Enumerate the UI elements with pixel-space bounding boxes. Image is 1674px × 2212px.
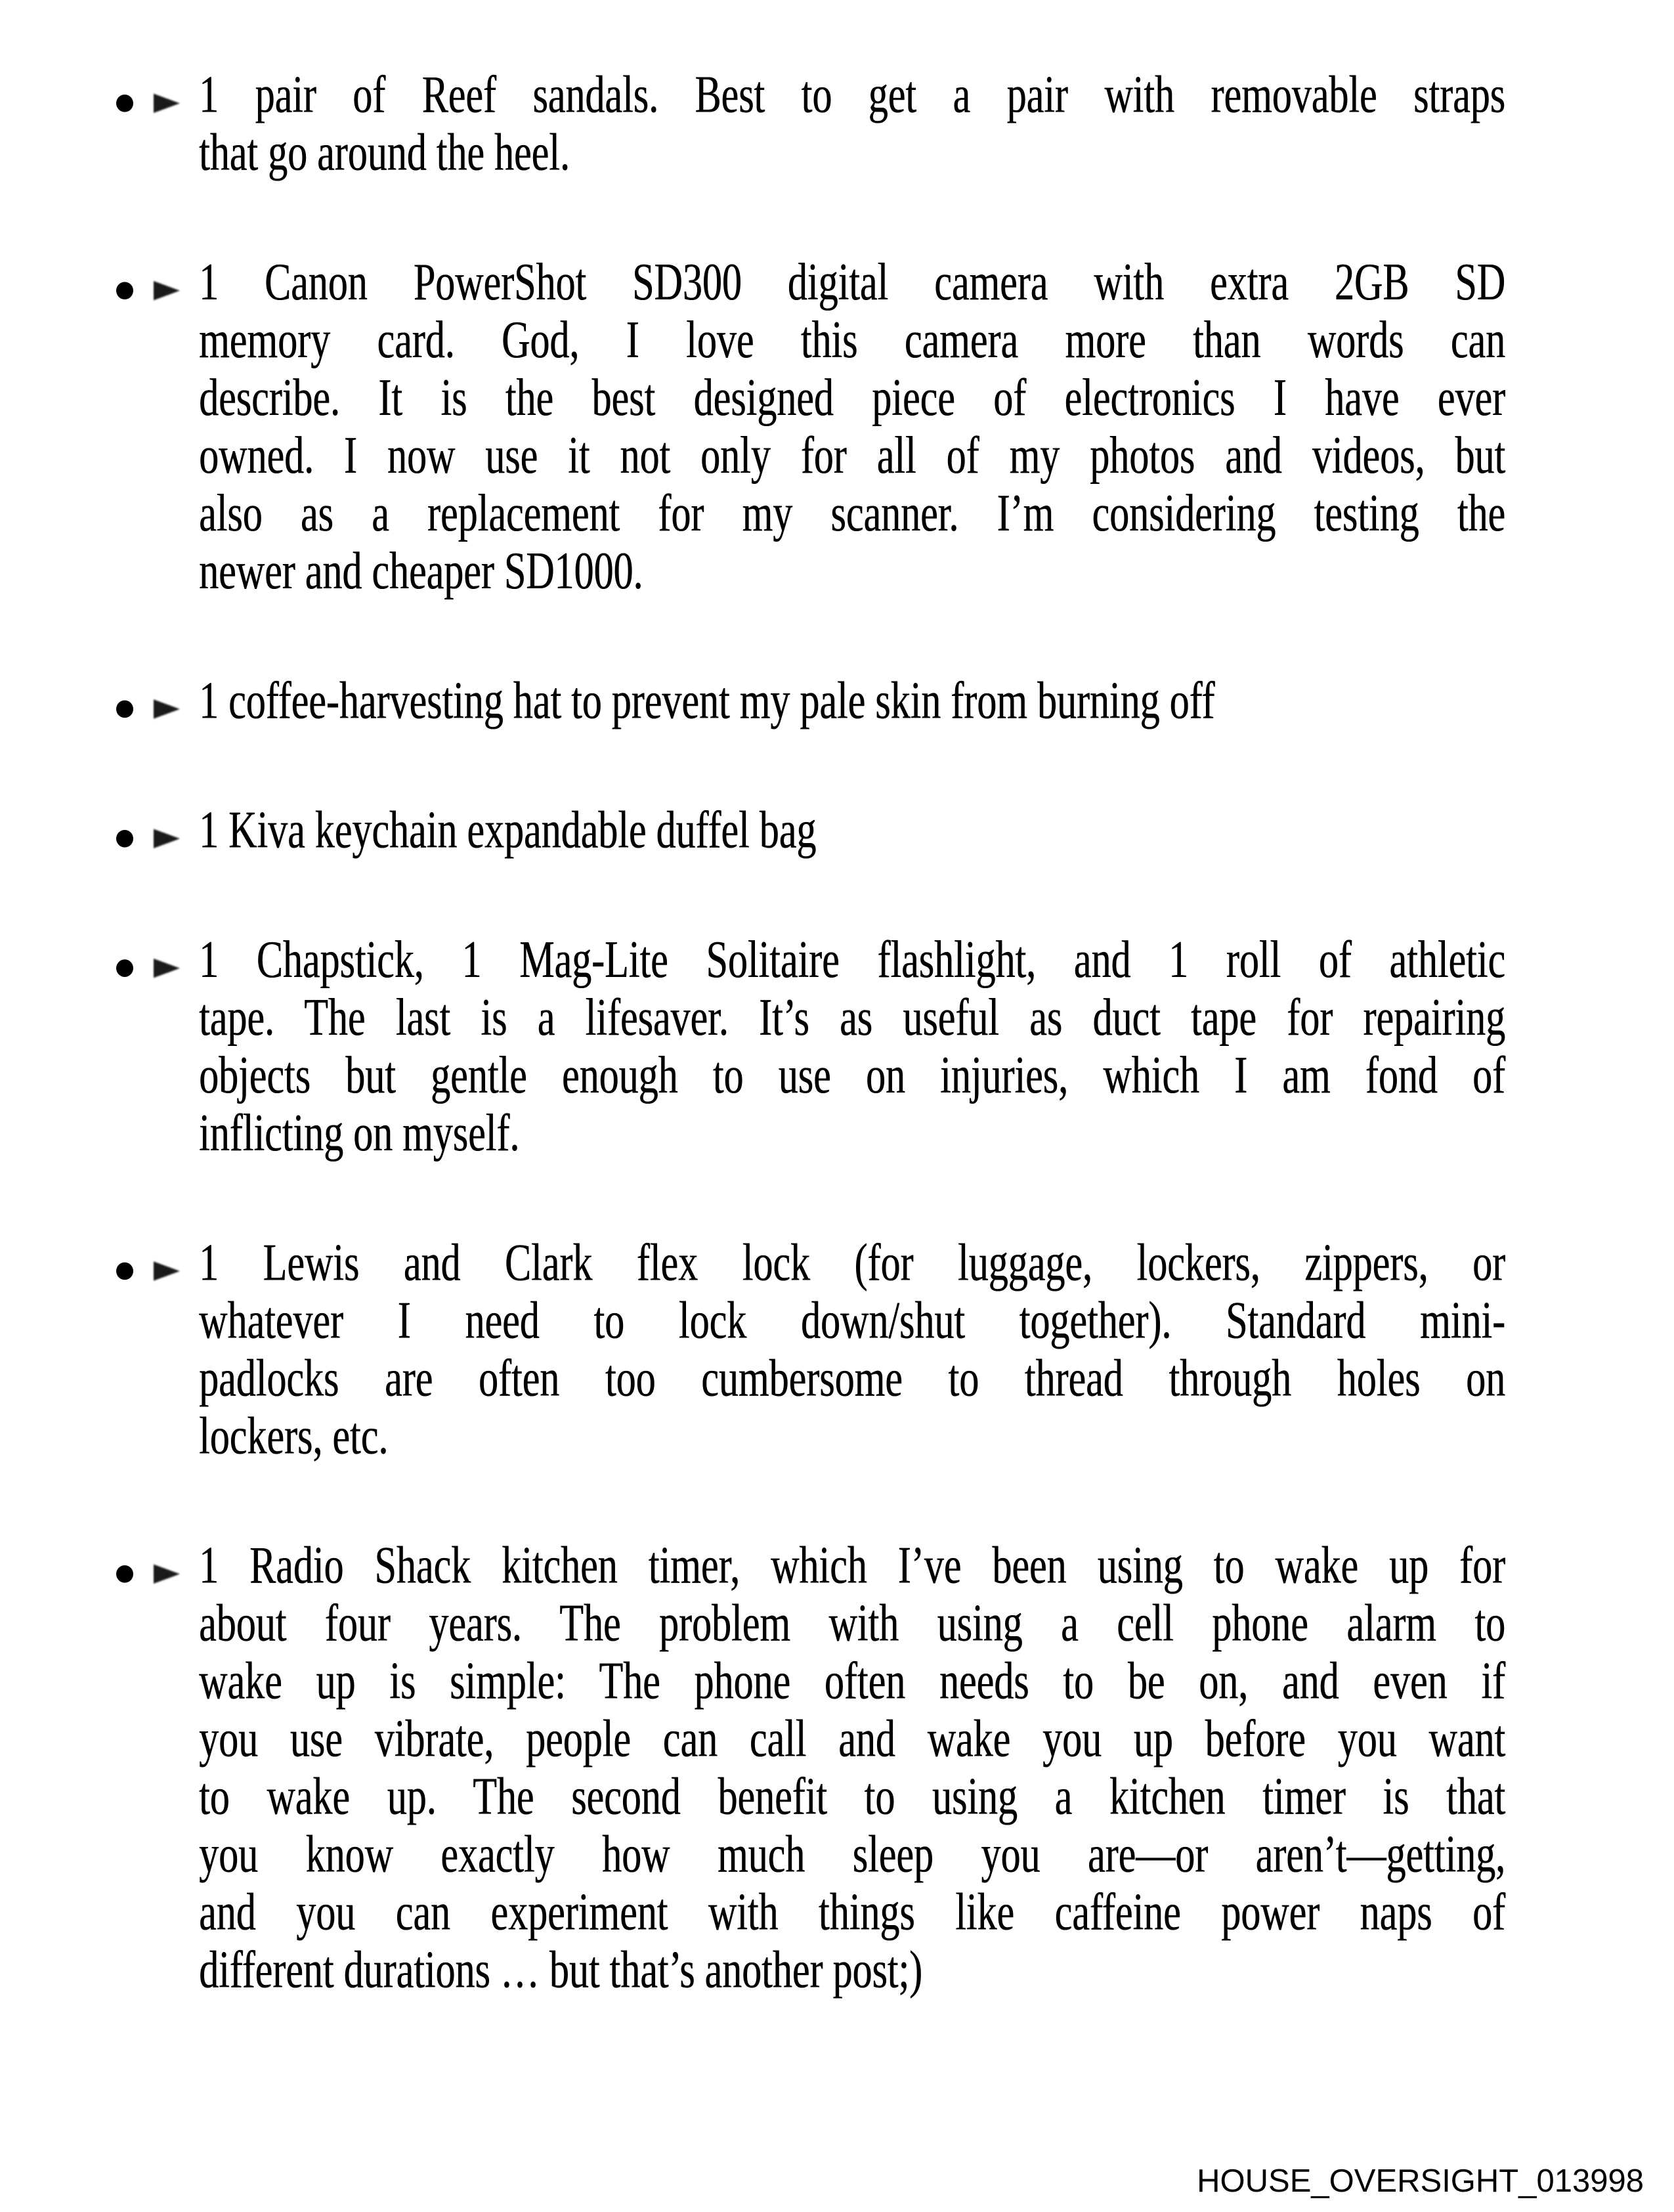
- bullet-markers: [0, 66, 199, 113]
- text-line: describe. It is the best designed piece of electronics I have ever: [199, 368, 1505, 427]
- right-arrow-bullet-icon: [154, 959, 180, 978]
- right-arrow-bullet-icon: [154, 699, 180, 718]
- item-text: [199, 253, 1505, 599]
- text-line: objects but gentle enough to use on injuries, which I am fond of: [199, 1046, 1505, 1104]
- bullet-dot-icon: [116, 95, 133, 112]
- item-text: [199, 801, 1505, 859]
- text-line: inflicting on myself.: [199, 1104, 520, 1162]
- bullet-markers: [0, 930, 199, 978]
- item-text: [199, 1234, 1505, 1465]
- list-item: [0, 66, 1674, 181]
- list-item: [0, 1234, 1674, 1465]
- bullet-markers: [0, 253, 199, 300]
- text-line: newer and cheaper SD1000.: [199, 542, 643, 600]
- text-line: and you can experiment with things like caffeine power naps of: [199, 1882, 1505, 1941]
- text-line: 1 Canon PowerShot SD300 digital camera with extra 2GB SD: [199, 253, 1505, 311]
- text-line: wake up is simple: The phone often needs to be on, and even if: [199, 1651, 1505, 1710]
- bullet-markers: [0, 1536, 199, 1584]
- item-text: [199, 66, 1505, 181]
- text-line: to wake up. The second benefit to using a kitchen timer is that: [199, 1767, 1505, 1825]
- list-item: [0, 672, 1674, 729]
- text-line: different durations … but that’s another post;): [199, 1940, 923, 1999]
- text-line: about four years. The problem with using a cell phone alarm to: [199, 1594, 1505, 1652]
- text-line: tape. The last is a lifesaver. It’s as useful as duct tape for repairing: [199, 988, 1505, 1047]
- right-arrow-bullet-icon: [154, 829, 180, 848]
- text-line: owned. I now use it not only for all of my photos and videos, but: [199, 426, 1505, 485]
- bullet-dot-icon: [116, 959, 133, 977]
- text-line: memory card. God, I love this camera more than words can: [199, 311, 1505, 369]
- list-item: [0, 1536, 1674, 1999]
- bullet-markers: [0, 801, 199, 848]
- text-line: whatever I need to lock down/shut together). Standard mini-: [199, 1291, 1505, 1349]
- bullet-dot-icon: [116, 701, 133, 718]
- bullet-markers: [0, 672, 199, 719]
- bullet-dot-icon: [116, 830, 133, 848]
- list-item: [0, 801, 1674, 859]
- text-line: 1 Lewis and Clark flex lock (for luggage, lockers, zippers, or: [199, 1233, 1505, 1291]
- item-text: [199, 930, 1505, 1161]
- text-line: 1 coffee-harvesting hat to prevent my pale skin from burning off: [199, 671, 1215, 729]
- right-arrow-bullet-icon: [154, 1261, 180, 1280]
- text-line: 1 pair of Reef sandals. Best to get a pair with removable straps: [199, 65, 1505, 123]
- text-line: also as a replacement for my scanner. I’m considering testing the: [199, 484, 1505, 542]
- text-line: 1 Kiva keychain expandable duffel bag: [199, 800, 817, 859]
- text-line: lockers, etc.: [199, 1406, 389, 1465]
- right-arrow-bullet-icon: [154, 94, 180, 113]
- text-line: 1 Chapstick, 1 Mag-Lite Solitaire flashlight, and 1 roll of athletic: [199, 930, 1505, 989]
- text-line: padlocks are often too cumbersome to thread through holes on: [199, 1349, 1505, 1407]
- text-line: you know exactly how much sleep you are—or aren’t—getting,: [199, 1825, 1505, 1883]
- bullet-dot-icon: [116, 282, 133, 299]
- text-line: you use vibrate, people can call and wake you up before you want: [199, 1709, 1505, 1767]
- right-arrow-bullet-icon: [154, 281, 180, 300]
- item-text: [199, 672, 1505, 729]
- list-item: [0, 253, 1674, 599]
- bullet-markers: [0, 1234, 199, 1281]
- bullet-dot-icon: [116, 1565, 133, 1583]
- bullet-dot-icon: [116, 1263, 133, 1280]
- list-item: [0, 930, 1674, 1161]
- text-line: 1 Radio Shack kitchen timer, which I’ve been using to wake up for: [199, 1536, 1505, 1594]
- bates-stamp: HOUSE_OVERSIGHT_013998: [1197, 2163, 1644, 2199]
- text-line: that go around the heel.: [199, 123, 570, 181]
- item-text: [199, 1536, 1505, 1999]
- right-arrow-bullet-icon: [154, 1565, 180, 1584]
